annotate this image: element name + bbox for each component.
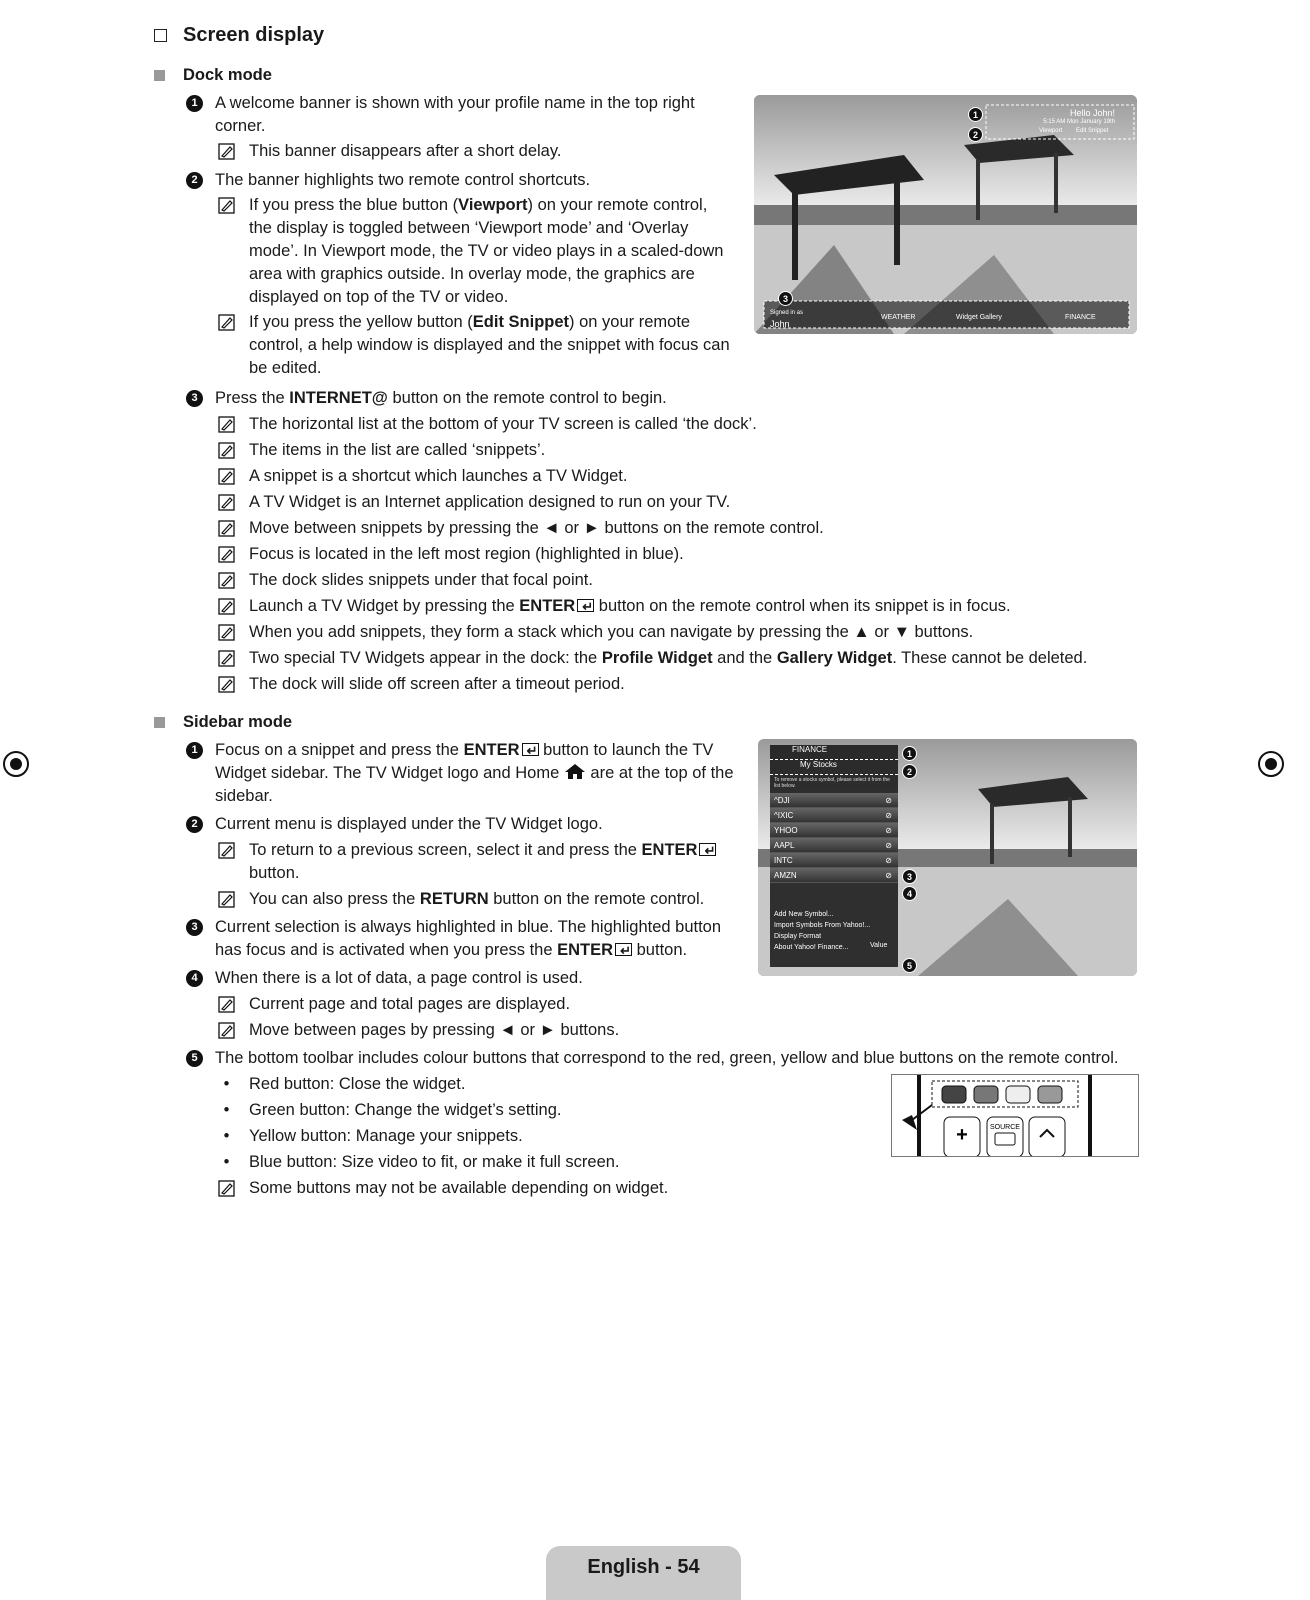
note-icon [218, 468, 235, 485]
bullet-icon: • [223, 1127, 230, 1145]
remove-icon[interactable]: ⊘ [885, 825, 892, 835]
sidebar-option[interactable]: Add New Symbol... [774, 911, 834, 918]
signed-in-label: Signed in as [770, 310, 804, 316]
note: The items in the list are called ‘snippets’. [218, 439, 1186, 462]
number-1-icon: 1 [186, 95, 203, 112]
note: Launch a TV Widget by pressing the ENTER↵ button on the remote control when its snippet is in focus. [218, 595, 1186, 618]
note-icon [218, 143, 235, 160]
note-icon [218, 842, 235, 859]
remove-icon[interactable]: ⊘ [885, 855, 892, 865]
note: When you add snippets, they form a stack which you can navigate by pressing the ▲ or ▼ buttons. [218, 621, 1186, 644]
callout-1-icon: 1 [902, 746, 917, 761]
list-item: 3 Press the INTERNET@ button on the remote control to begin. [186, 387, 1186, 410]
stock-row[interactable]: AAPL ⊘ [770, 838, 898, 853]
note: Move between snippets by pressing the ◄ or ► buttons on the remote control. [218, 517, 1186, 540]
user-name-label: John [770, 319, 790, 329]
note: If you press the yellow button (Edit Snippet) on your remote control, a help window is displayed and the snippet with focus can be edited. [218, 311, 731, 380]
note-icon [218, 314, 235, 331]
note-icon [218, 572, 235, 589]
number-3-icon: 3 [186, 919, 203, 936]
note: The dock slides snippets under that focal point. [218, 569, 1186, 592]
checkbox-square-icon [154, 29, 167, 42]
registration-mark-right [1258, 751, 1284, 777]
number-5-icon: 5 [186, 1050, 203, 1067]
note: If you press the blue button (Viewport) on your remote control, the display is toggled between ‘Viewport mode’ and ‘Overlay mode’. In Viewport mode, the TV or video plays in a scaled-down area with graphics outside. In overlay mode, the graphics are displayed on top of the TV or video. [218, 194, 731, 309]
sidebar-list-top [186, 739, 742, 1042]
note: This banner disappears after a short delay. [218, 140, 731, 163]
note-icon [218, 996, 235, 1013]
note: Current page and total pages are displayed. [218, 993, 742, 1016]
dock-mode-heading: Dock mode [154, 66, 272, 85]
list-item: 2 The banner highlights two remote control shortcuts. [186, 169, 731, 192]
value-option: Value [870, 942, 888, 949]
finance-snippet: FINANCE [1065, 314, 1096, 321]
square-bullet-icon [154, 70, 165, 81]
weather-snippet: WEATHER [881, 314, 916, 321]
remove-icon[interactable]: ⊘ [885, 870, 892, 880]
sidebar-option[interactable]: About Yahoo! Finance... [774, 944, 849, 951]
stock-row[interactable]: YHOO ⊘ [770, 823, 898, 838]
dock-list-bottom [186, 387, 1186, 696]
sidebar-option[interactable]: Import Symbols From Yahoo!... [774, 922, 871, 929]
sidebar-mode-screenshot [758, 739, 1137, 976]
remote-illustration [892, 1075, 1138, 1156]
note: Focus is located in the left most region (highlighted in blue). [218, 543, 1186, 566]
remote-control-image [891, 1074, 1139, 1157]
note: The horizontal list at the bottom of your TV screen is called ‘the dock’. [218, 413, 1186, 436]
note-icon [218, 197, 235, 214]
note: A TV Widget is an Internet application designed to run on your TV. [218, 491, 1186, 514]
note: A snippet is a shortcut which launches a TV Widget. [218, 465, 1186, 488]
bullet-icon: • [223, 1075, 230, 1093]
number-2-icon: 2 [186, 172, 203, 189]
note-icon [218, 650, 235, 667]
note-icon [218, 1180, 235, 1197]
stock-row[interactable]: AMZN ⊘ [770, 868, 898, 883]
note: Some buttons may not be available depending on widget. [218, 1177, 1186, 1200]
number-4-icon: 4 [186, 970, 203, 987]
note-icon [218, 1022, 235, 1039]
enter-icon [522, 743, 539, 756]
note-icon [218, 520, 235, 537]
stock-row[interactable]: ^IXIC ⊘ [770, 808, 898, 823]
remove-icon[interactable]: ⊘ [885, 810, 892, 820]
enter-icon [699, 843, 716, 856]
list-item: 1 Focus on a snippet and press the ENTER↵ button to launch the TV Widget sidebar. The TV Widget logo and Home are at the top of the sidebar. [186, 739, 742, 808]
current-menu-label: My Stocks [770, 760, 898, 775]
registration-mark-left [3, 751, 29, 777]
bullet-item: • Yellow button: Manage your snippets. [218, 1125, 1186, 1148]
callout-5-icon: 5 [902, 958, 917, 973]
number-3-icon: 3 [186, 390, 203, 407]
bullet-item: • Blue button: Size video to fit, or make it full screen. [218, 1151, 1186, 1174]
page-footer: English - 54 [546, 1546, 741, 1600]
note: Two special TV Widgets appear in the dock: the Profile Widget and the Gallery Widget. These cannot be deleted. [218, 647, 1186, 670]
remove-icon[interactable]: ⊘ [885, 840, 892, 850]
list-item: 5 The bottom toolbar includes colour buttons that correspond to the red, green, yellow and blue buttons on the remote control. [186, 1047, 1186, 1070]
dock-mode-screenshot [754, 95, 1137, 334]
enter-icon [615, 943, 632, 956]
stock-row[interactable]: INTC ⊘ [770, 853, 898, 868]
note-icon [218, 891, 235, 908]
hint-text: To remove a stocks symbol, please select it from the list below. [774, 777, 890, 789]
list-item: 3 Current selection is always highlighted in blue. The highlighted button has focus and is activated when you press the ENTER↵ button. [186, 916, 742, 962]
banner-time-text: 5:15 AM Mon January 19th [1043, 119, 1115, 125]
note-icon [218, 624, 235, 641]
remove-icon[interactable]: ⊘ [885, 795, 892, 805]
number-1-icon: 1 [186, 742, 203, 759]
note-icon [218, 494, 235, 511]
note-icon [218, 442, 235, 459]
callout-3-icon: 3 [902, 869, 917, 884]
enter-icon [577, 599, 594, 612]
section-title: Screen display [154, 24, 324, 47]
edit-snippet-shortcut-label: Edit Snippet [1076, 128, 1109, 134]
bullet-icon: • [223, 1153, 230, 1171]
viewport-shortcut-label: Viewport [1039, 128, 1063, 134]
callout-1-icon: 1 [968, 107, 983, 122]
stock-list [770, 793, 898, 883]
dock-notes [218, 413, 1186, 592]
bullet-item: • Red button: Close the widget. [218, 1073, 1186, 1096]
stock-row[interactable]: ^DJI ⊘ [770, 793, 898, 808]
note: To return to a previous screen, select it and press the ENTER↵ button. [218, 839, 742, 885]
note: You can also press the RETURN button on the remote control. [218, 888, 742, 911]
bullet-item: • Green button: Change the widget’s setting. [218, 1099, 1186, 1122]
home-icon [564, 763, 586, 780]
callout-2-icon: 2 [968, 127, 983, 142]
bullet-icon: • [223, 1101, 230, 1119]
note-icon [218, 416, 235, 433]
note: The dock will slide off screen after a timeout period. [218, 673, 1186, 696]
note: Move between pages by pressing ◄ or ► buttons. [218, 1019, 742, 1042]
svg-text:+: + [956, 1124, 968, 1146]
callout-4-icon: 4 [902, 886, 917, 901]
note-icon [218, 598, 235, 615]
callout-3-icon: 3 [778, 291, 793, 306]
sidebar-option[interactable]: Display Format [774, 933, 822, 940]
list-item: 1 A welcome banner is shown with your profile name in the top right corner. [186, 92, 731, 138]
source-button-label: SOURCE [990, 1124, 1020, 1131]
list-item: 2 Current menu is displayed under the TV Widget logo. [186, 813, 742, 836]
widget-gallery-snippet: Widget Gallery [956, 314, 1002, 321]
sidebar-mode-heading: Sidebar mode [154, 713, 292, 732]
note-icon [218, 676, 235, 693]
number-2-icon: 2 [186, 816, 203, 833]
widget-sidebar [770, 745, 898, 967]
note-icon [218, 546, 235, 563]
square-bullet-icon [154, 717, 165, 728]
callout-2-icon: 2 [902, 764, 917, 779]
hello-banner-text: Hello John! [1069, 108, 1115, 118]
list-item: 4 When there is a lot of data, a page control is used. [186, 967, 742, 990]
finance-logo-label: FINANCE [770, 745, 898, 760]
dock-list-top [186, 92, 731, 380]
